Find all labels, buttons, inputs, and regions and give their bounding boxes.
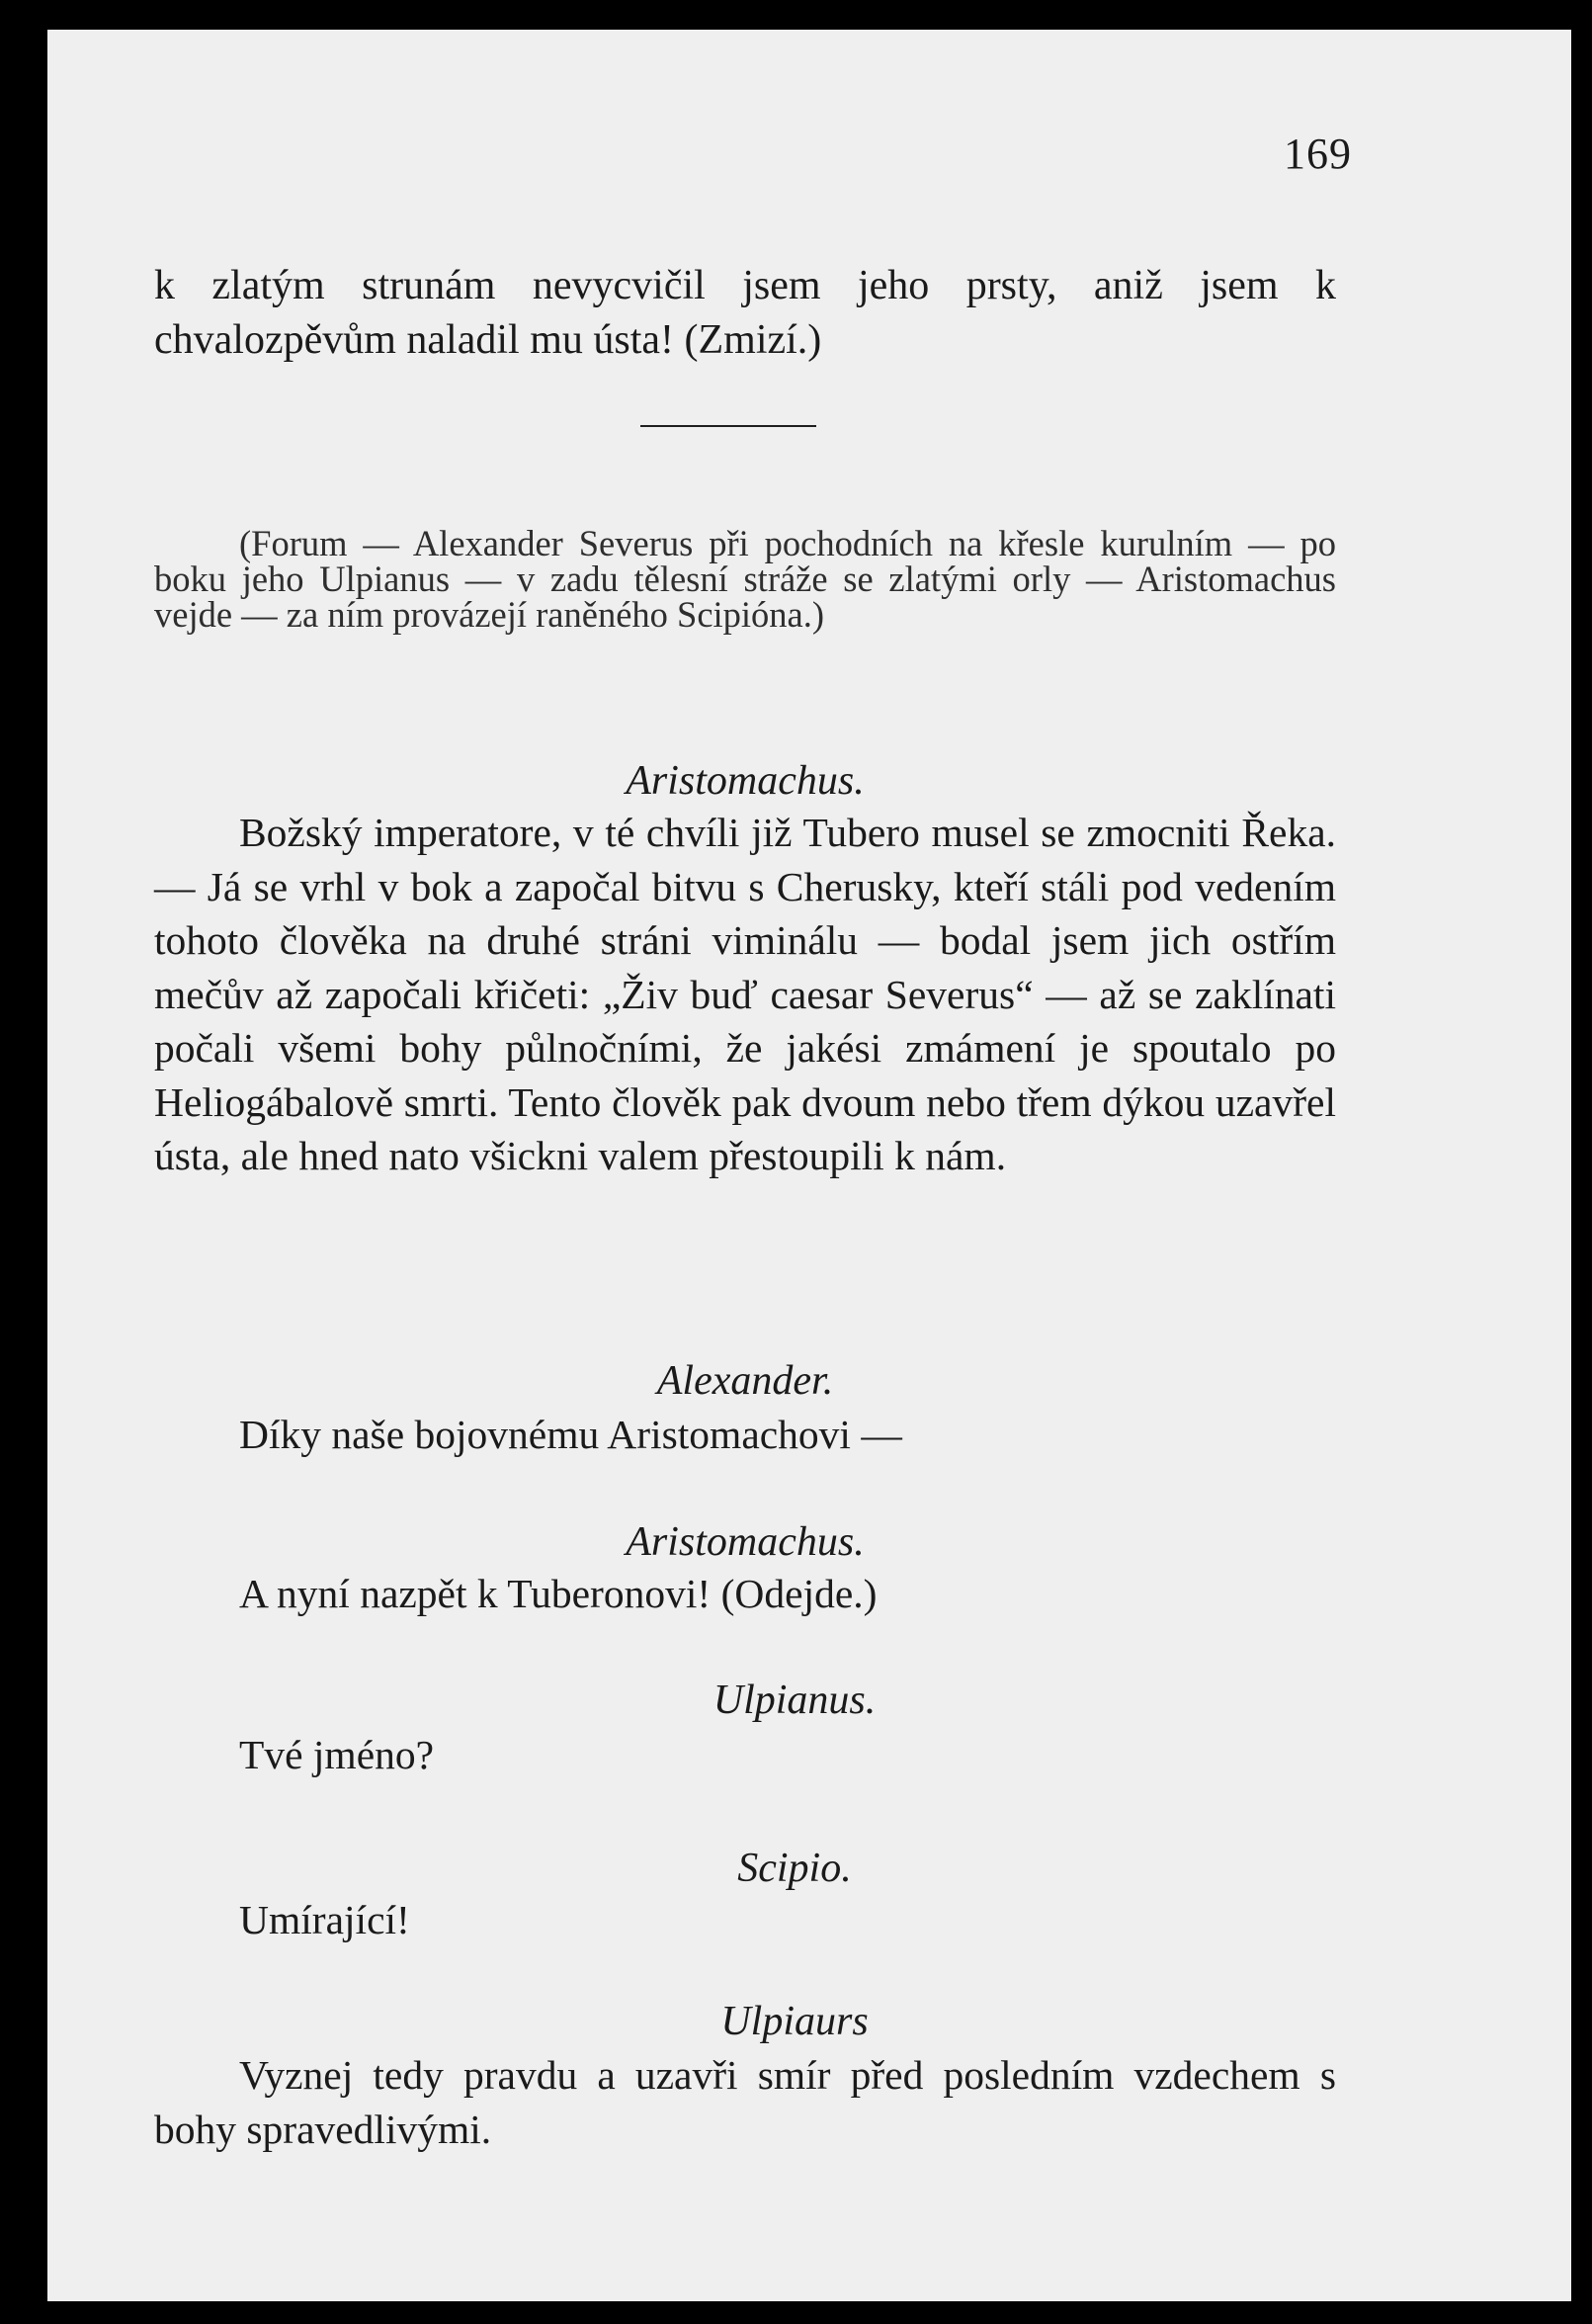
speech-text: Díky naše bojovnému Aristomachovi — xyxy=(239,1412,902,1457)
speech-block xyxy=(154,1728,1336,1782)
stage-direction: (Forum — Alexander Severus při pochodních na křesle kurulním — po boku jeho Ulpianus — v zadu tělesní stráže se zlatými orly — Aristomachus vejde — za ním provázejí raněného Scipióna.) xyxy=(154,523,1336,635)
speech-text: Tvé jméno? xyxy=(239,1732,435,1777)
opening-paragraph xyxy=(154,259,1336,368)
speaker-name: Scipio. xyxy=(737,1846,852,1891)
speech-block xyxy=(154,2048,1336,2156)
speaker-name: Aristomachus. xyxy=(626,1519,865,1565)
speech-block xyxy=(154,806,1336,1183)
speaker-name: Ulpiaurs xyxy=(720,1999,869,2044)
section-divider xyxy=(640,425,816,427)
speaker-name: Alexander. xyxy=(656,1358,834,1404)
speech-text: Božský imperatore, v té chvíli již Tubero musel se zmocniti Řeka. — Já se vrhl v bok a započal bitvu s Cherusky, kteří stáli pod vedením tohoto člověka na druhé stráni viminálu — bodal jsem jich ostřím mečův až započali křičeti: „Živ buď caesar Severus“ — až se zaklínati počali všemi bohy půlnočními, že jakési zmámení je spoutalo po Heliogábalově smrti. Tento člověk pak dvoum nebo třem dýkou uzavřel ústa, ale hned nato všickni valem přestoupili k nám. xyxy=(154,810,1336,1178)
book-page xyxy=(47,30,1571,2301)
page-number: 169 xyxy=(1284,129,1352,178)
speech-block xyxy=(154,1408,1336,1462)
opening-text: k zlatým strunám nevycvičil jsem jeho prsty, aniž jsem k chvalozpěvům naladil mu ústa! (Zmizí.) xyxy=(154,263,1336,363)
speaker-name: Ulpianus. xyxy=(712,1678,877,1723)
speaker-name: Aristomachus. xyxy=(626,758,865,804)
speech-block xyxy=(154,1893,1336,1947)
speech-text: A nyní nazpět k Tuberonovi! (Odejde.) xyxy=(239,1571,878,1616)
stage-direction-block xyxy=(154,523,1336,635)
dialogue xyxy=(154,751,1336,2301)
speech-text: Umírající! xyxy=(239,1897,410,1942)
speech-text: Vyznej tedy pravdu a uzavři smír před posledním vzdechem s bohy spravedlivými. xyxy=(154,2052,1336,2152)
speech-block xyxy=(154,1567,1336,1621)
